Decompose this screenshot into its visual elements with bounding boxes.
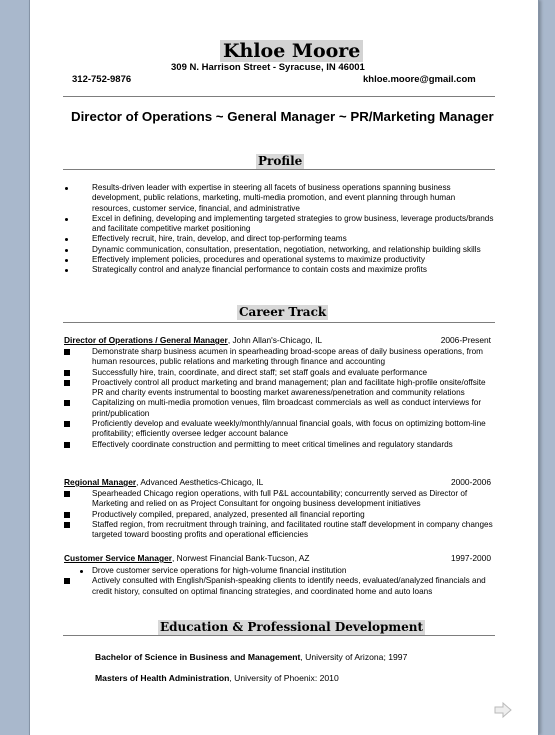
job-company: , John Allan's-Chicago, IL (227, 335, 323, 345)
job-header (64, 553, 491, 564)
profile-item: Results-driven leader with expertise in steering all facets of business operations spanning business development, public relations, marketing, multi-media promotion, and event planning through human resources, customer service, financial, and administrative (64, 183, 494, 214)
job-company: , Norwest Financial Bank-Tucson, AZ (172, 553, 310, 563)
section-title-profile: Profile (258, 154, 303, 168)
duty-item: Spearheaded Chicago region operations, with full P&L accountability; concurrently served as Director of Marketing and relied on as Project Consultant for ongoing business development initiatives (64, 489, 494, 510)
duty-item: Proficiently develop and evaluate weekly/monthly/annual financial goals, with focus on optimizing bottom-line profitability; efficiently oversee ledger account balance (64, 419, 494, 440)
divider (63, 96, 495, 97)
next-page-arrow-icon[interactable] (493, 700, 513, 720)
duty-item: Demonstrate sharp business acumen in spearheading broad-scope areas of daily business operations, from human resources, public relations and marketing through finance and accounting (64, 347, 494, 368)
duty-item: Capitalizing on multi-media promotion venues, film broadcast commercials as well as conduct interviews for print/publication (64, 398, 494, 419)
job-header (64, 477, 491, 488)
duty-item: Actively consulted with English/Spanish-speaking clients to identify needs, evaluated/analyzed financials and credit history, consulted on optimal financing strategies, and coordinated home and auto loans (64, 576, 494, 597)
job-duties (64, 489, 494, 540)
duty-item: Staffed region, from recruitment through training, and facilitated routine staff development in company changes targeted toward boosting profits and operational efficiencies (64, 520, 494, 541)
degree-name: Bachelor of Science in Business and Management (95, 652, 301, 662)
duty-item: Effectively coordinate construction and permitting to meet critical timelines and regulatory standards (64, 440, 494, 450)
profile-item: Effectively recruit, hire, train, develop, and direct top-performing teams (64, 234, 494, 244)
degree-detail: , University of Phoenix: 2010 (229, 673, 339, 683)
address: 309 N. Harrison Street - Syracuse, IN 46001 (171, 62, 365, 73)
duty-item: Drove customer service operations for high-volume financial institution (64, 566, 494, 576)
phone: 312-752-9876 (72, 74, 132, 85)
profile-list (64, 183, 494, 276)
divider (63, 169, 495, 170)
job-company: , Advanced Aesthetics-Chicago, IL (136, 477, 264, 487)
job-header (64, 335, 491, 346)
divider (63, 635, 495, 636)
resume-page (29, 0, 539, 735)
profile-item: Excel in defining, developing and implementing targeted strategies to grow business, leverage products/brands and facilitate competitive market positioning (64, 214, 494, 235)
divider (63, 322, 495, 323)
profile-item: Effectively implement policies, procedures and operational systems to maximize productivity (64, 255, 494, 265)
section-title-education: Education & Professional Development (160, 620, 424, 634)
job-dates: 1997-2000 (450, 553, 491, 563)
job-duties (64, 566, 494, 597)
job-duties (64, 347, 494, 450)
duty-item: Proactively control all product marketing and brand management; plan and facilitate high-profile onsite/offsite PR and charity events instrumental to boosting market awareness/penetration and community relations (64, 378, 494, 399)
job-dates: 2000-2006 (450, 477, 491, 487)
degree-entry (95, 673, 339, 683)
job-title: Customer Service Manager (64, 553, 172, 563)
degree-name: Masters of Health Administration (95, 673, 230, 683)
section-title-career: Career Track (239, 305, 327, 319)
profile-item: Strategically control and analyze financial performance to contain costs and maximize profits (64, 265, 494, 275)
candidate-name: Khloe Moore (220, 40, 363, 62)
job-title: Director of Operations / General Manager (64, 335, 228, 345)
degree-entry (95, 652, 407, 662)
duty-item: Productively compiled, prepared, analyzed, presented all financial reporting (64, 510, 494, 520)
degree-detail: , University of Arizona; 1997 (300, 652, 408, 662)
profile-item: Dynamic communication, consultation, presentation, negotiation, networking, and relationship building skills (64, 245, 494, 255)
duty-item: Successfully hire, train, coordinate, and direct staff; set staff goals and evaluate performance (64, 368, 494, 378)
email: khloe.moore@gmail.com (363, 74, 476, 85)
headline: Director of Operations ~ General Manager ~ PR/Marketing Manager (71, 109, 494, 124)
job-title: Regional Manager (64, 477, 137, 487)
job-dates: 2006-Present (440, 335, 491, 345)
